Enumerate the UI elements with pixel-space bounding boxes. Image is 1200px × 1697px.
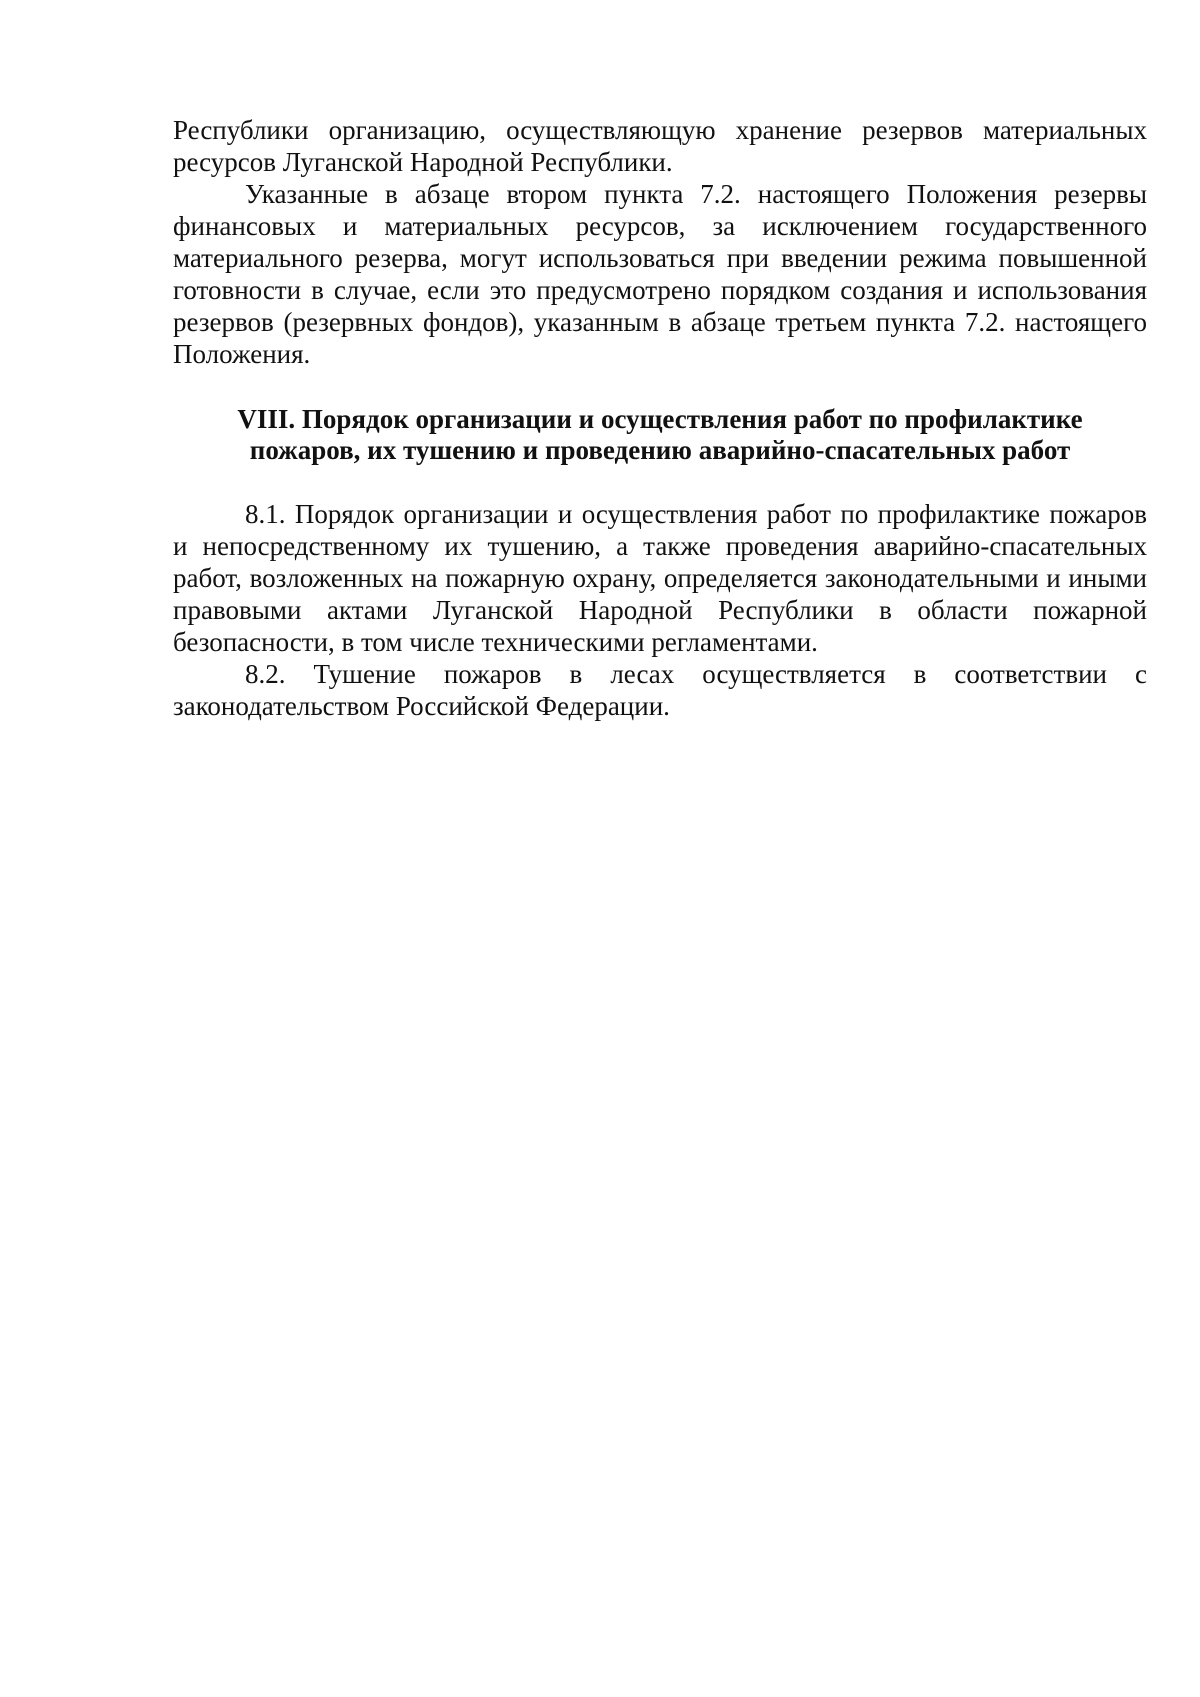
paragraph-continuation: Республики организацию, осуществляющую хранение резервов материальных ресурсов Луганской Народной Республики. bbox=[173, 115, 1147, 177]
paragraph-reserves-usage: Указанные в абзаце втором пункта 7.2. настоящего Положения резервы финансовых и материальных ресурсов, за исключением государственного материального резерва, могут использоваться при введении режима повышенной готовности в случае, если это предусмотрено порядком создания и использования резервов (резервных фондов), указанным в абзаце третьем пункта 7.2. настоящего Положения. bbox=[173, 179, 1147, 369]
document-body bbox=[173, 114, 1147, 722]
section-heading bbox=[173, 404, 1147, 466]
section-heading-line-1: VIII. Порядок организации и осуществления работ по профилактике bbox=[237, 404, 1083, 434]
paragraph-8-2: 8.2. Тушение пожаров в лесах осуществляется в соответствии с законодательством Российской Федерации. bbox=[173, 659, 1147, 721]
section-heading-line-2: пожаров, их тушению и проведению аварийно-спасательных работ bbox=[249, 435, 1071, 465]
paragraph-8-1: 8.1. Порядок организации и осуществления работ по профилактике пожаров и непосредственному их тушению, а также проведения аварийно-спасательных работ, возложенных на пожарную охрану, определяется законодательными и иными правовыми актами Луганской Народной Республики в области пожарной безопасности, в том числе техническими регламентами. bbox=[173, 499, 1147, 657]
